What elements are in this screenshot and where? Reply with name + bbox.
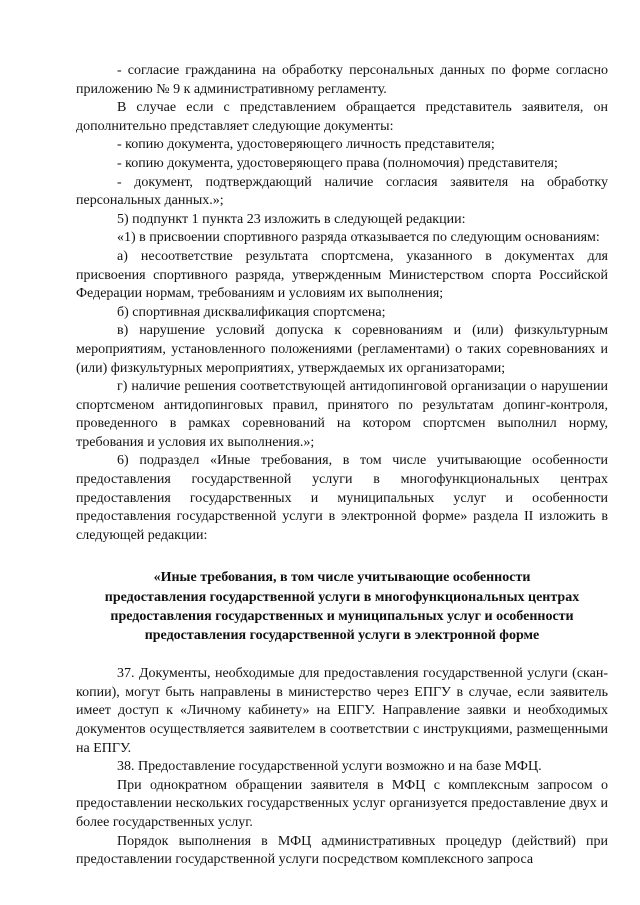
list-item-ground-b: б) спортивная дисквалификация спортсмена; [117, 304, 386, 320]
list-item-identity-copy: - копию документа, удостоверяющего личность представителя; [117, 137, 495, 153]
paragraph-subclause-5: 5) подпункт 1 пункта 23 изложить в следующей редакции: [117, 211, 466, 227]
heading-line: «Иные требования, в том числе учитывающие особенности [153, 570, 531, 586]
list-item-ground-v: в) нарушение условий допуска к соревнованиям и (или) физкультурным мероприятиям, установленного положениями (регламентами) о таких соревнованиях и (или) физкультурных мероприятиях, утверждаемых их организаторами; [76, 323, 608, 376]
list-item-authority-copy: - копию документа, удостоверяющего права (полномочия) представителя; [117, 155, 558, 171]
section-heading [76, 568, 608, 645]
list-item-ground-a: а) несоответствие результата спортсмена, указанного в документах для присвоения спортивного разряда, утвержденным Министерством спорта Российской Федерации нормам, требованиям и условиям их выполнения; [76, 248, 608, 302]
heading-line: предоставления государственной услуги в многофункциональных центрах [104, 589, 580, 605]
paragraph-consent: - согласие гражданина на обработку персональных данных по форме согласно приложению № 9 к административному регламенту. [76, 63, 608, 97]
paragraph-representative: В случае если с представлением обращается представитель заявителя, он дополнительно представляет следующие документы: [76, 100, 608, 134]
paragraph-subclause-6: 6) подраздел «Иные требования, в том числе учитывающие особенности предоставления государственной услуги в многофункциональных центрах предоставления государственных и муниципальных услуг и особенности предоставления государственной услуги в электронной форме» раздела II изложить в следующей редакции: [76, 453, 608, 543]
list-item-consent-document: - документ, подтверждающий наличие согласия заявителя на обработку персональных данных.»; [76, 174, 608, 209]
paragraph-procedure-order: Порядок выполнения в МФЦ административных процедур (действий) при предоставлении государственной услуги посредством комплексного запроса [76, 833, 608, 868]
paragraph-item-38: 38. Предоставление государственной услуги возможно и на базе МФЦ. [117, 759, 542, 775]
paragraph-item-37: 37. Документы, необходимые для предоставления государственной услуги (скан-копии), могут быть направлены в министерство через ЕПГУ в случае, если заявитель имеет доступ к «Личному кабинету» на ЕПГУ. Направление заявки и необходимых документов осуществляется заявителем в соответствии с инструкциями, размещенными на ЕПГУ. [76, 666, 608, 756]
paragraph-refusal-grounds: «1) в присвоении спортивного разряда отказывается по следующим основаниям: [117, 230, 600, 246]
paragraph-complex-request: При однократном обращении заявителя в МФЦ с комплексным запросом о предоставлении нескольких государственных услуг организуется предоставление двух и более государственных услуг. [76, 777, 608, 830]
document-page [76, 62, 608, 870]
heading-line: предоставления государственных и муниципальных услуг и особенности [110, 608, 574, 624]
list-item-ground-g: г) наличие решения соответствующей антидопинговой организации о нарушении спортсменом антидопинговых правил, принятого по результатам допинг-контроля, проведенного в рамках соревнований на котором спортсмен выполнил норму, требования и условия их выполнения.»; [76, 379, 608, 450]
heading-line: предоставления государственной услуги в электронной форме [144, 628, 540, 644]
